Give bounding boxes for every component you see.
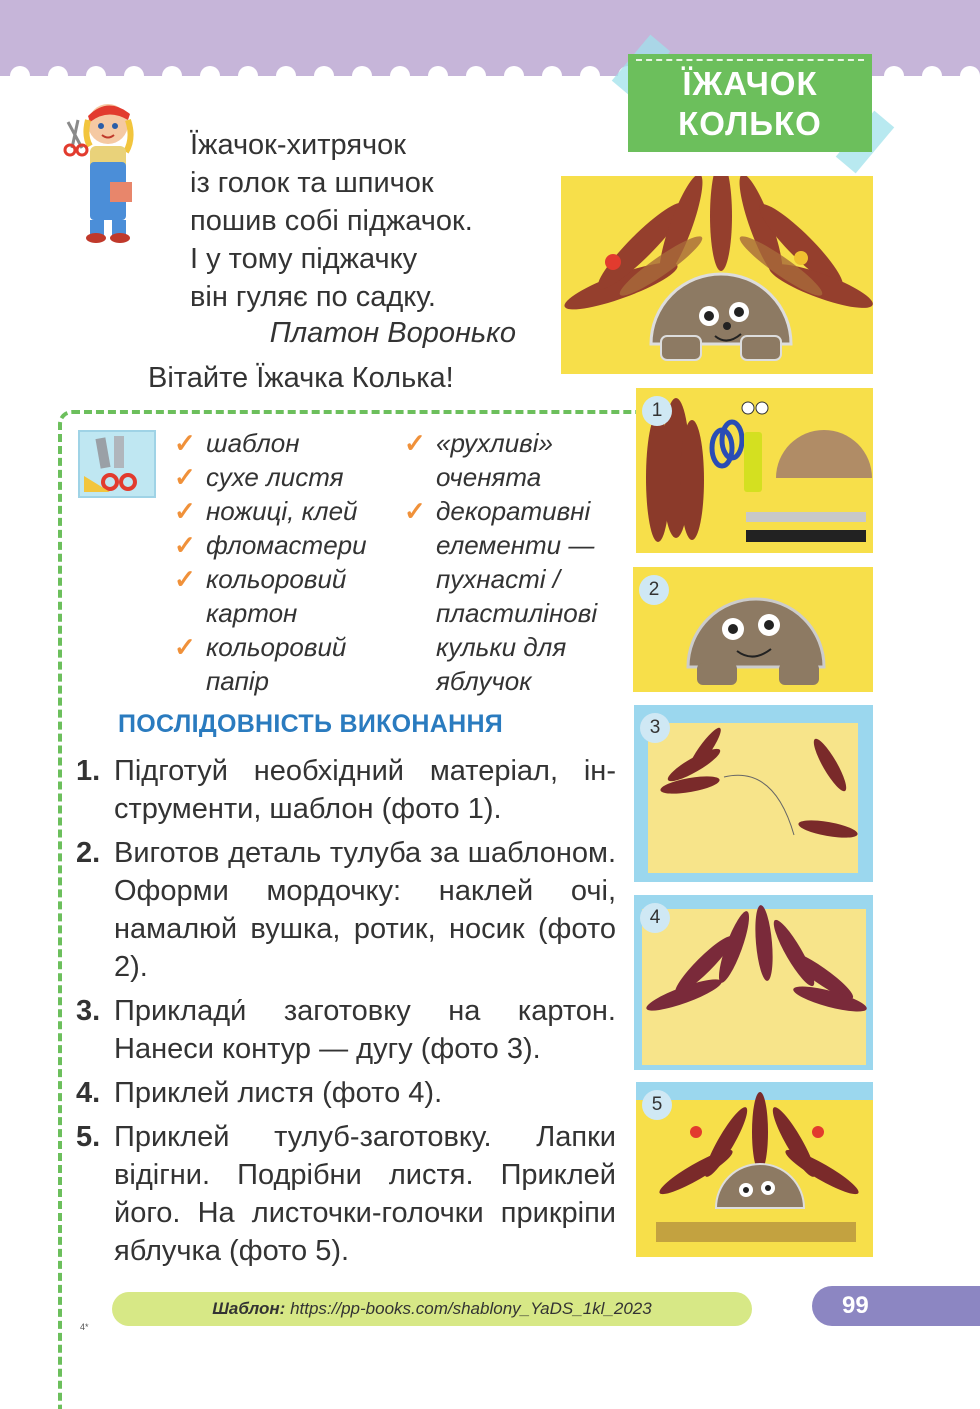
photo-number: 2 xyxy=(639,575,669,605)
template-link-bar xyxy=(112,1292,752,1326)
scallop-dot xyxy=(542,66,562,86)
material-item: ✓ кольоровий папір xyxy=(174,632,347,696)
scallop-dot xyxy=(10,66,30,86)
scissors-tools-icon xyxy=(78,430,156,498)
poem-line: він гуляє по садку. xyxy=(190,281,436,313)
materials-list-1 xyxy=(174,426,367,698)
photo-1 xyxy=(636,388,873,553)
scallop-dot xyxy=(238,66,258,86)
template-url[interactable]: https://pp-books.com/shablony_YaDS_1kl_2023 xyxy=(290,1299,652,1318)
title-line-1: ЇЖАЧОК xyxy=(682,65,818,102)
photo-3 xyxy=(634,705,873,882)
material-item: ✓ ножиці, клей xyxy=(174,496,358,526)
material-item: ✓ сухе листя xyxy=(174,462,344,492)
scallop-dot xyxy=(124,66,144,86)
title-line-2: КОЛЬКО xyxy=(678,105,822,142)
material-item: ✓ шаблон xyxy=(174,428,300,458)
hedgehog-main-photo xyxy=(561,176,873,374)
materials-list-2 xyxy=(404,426,597,698)
photo-5 xyxy=(636,1082,873,1257)
poem-author: Платон Воронько xyxy=(269,317,516,349)
poem-line: пошив собі піджачок. xyxy=(190,205,473,237)
scallop-dot xyxy=(390,66,410,86)
material-item: ✓ кольоровий картон xyxy=(174,564,347,628)
scallop-dot xyxy=(314,66,334,86)
photo-2 xyxy=(633,567,873,692)
scallop-dot xyxy=(200,66,220,86)
scallop-dot xyxy=(922,66,942,86)
scallop-dot xyxy=(466,66,486,86)
scallop-dot xyxy=(276,66,296,86)
scallop-dot xyxy=(86,66,106,86)
step-item: 2. Виготов деталь тулуба за шаблоном. Оформи мордочку: наклей очі, намалюй вушка, ротик, носик (фото 2). xyxy=(76,837,616,983)
steps-list xyxy=(76,752,616,1276)
photo-number: 4 xyxy=(640,903,670,933)
material-item: ✓ «рухливі» оченята xyxy=(404,428,553,492)
scallop-dot xyxy=(428,66,448,86)
page-number: 99 xyxy=(812,1286,980,1326)
scallop-dot xyxy=(352,66,372,86)
photo-number: 5 xyxy=(642,1090,672,1120)
step-item: 5. Приклей тулуб-заготовку. Лапки відігни. Подрібни листя. Приклей його. На листочки-голочки прикріпи яблучка (фото 5). xyxy=(76,1121,616,1267)
poem-line: Їжачок-хитрячок xyxy=(190,129,406,161)
scallop-dot xyxy=(48,66,68,86)
template-label: Шаблон: xyxy=(212,1299,286,1318)
print-mark: 4* xyxy=(80,1322,89,1332)
scallop-dot xyxy=(580,66,600,86)
step-item: 1. Підготуй необхідний матеріал, інструменти, шаблон (фото 1). xyxy=(76,755,616,825)
scallop-dot xyxy=(960,66,980,86)
scallop-dot xyxy=(162,66,182,86)
greeting-text: Вітайте Їжачка Колька! xyxy=(148,362,454,394)
photo-4 xyxy=(634,895,873,1070)
poem-line: І у тому піджачку xyxy=(190,243,418,275)
scallop-dot xyxy=(884,66,904,86)
photo-number: 1 xyxy=(642,396,672,426)
page-title xyxy=(628,54,872,152)
step-item: 3. Приклади́ заготовку на картон. Нанеси контур — дугу (фото 3). xyxy=(76,995,616,1065)
photo-number: 3 xyxy=(640,713,670,743)
step-item: 4. Приклей листя (фото 4). xyxy=(76,1077,443,1109)
poem xyxy=(190,126,516,352)
poem-line: із голок та шпичок xyxy=(190,167,434,199)
material-item: ✓ декоративні елементи — пухнасті / пластилінові кульки для яблучок xyxy=(404,496,598,696)
scallop-dot xyxy=(504,66,524,86)
material-item: ✓ фломастери xyxy=(174,530,367,560)
girl-with-scissors-illustration xyxy=(60,96,150,244)
sequence-title: ПОСЛІДОВНІСТЬ ВИКОНАННЯ xyxy=(118,710,504,738)
